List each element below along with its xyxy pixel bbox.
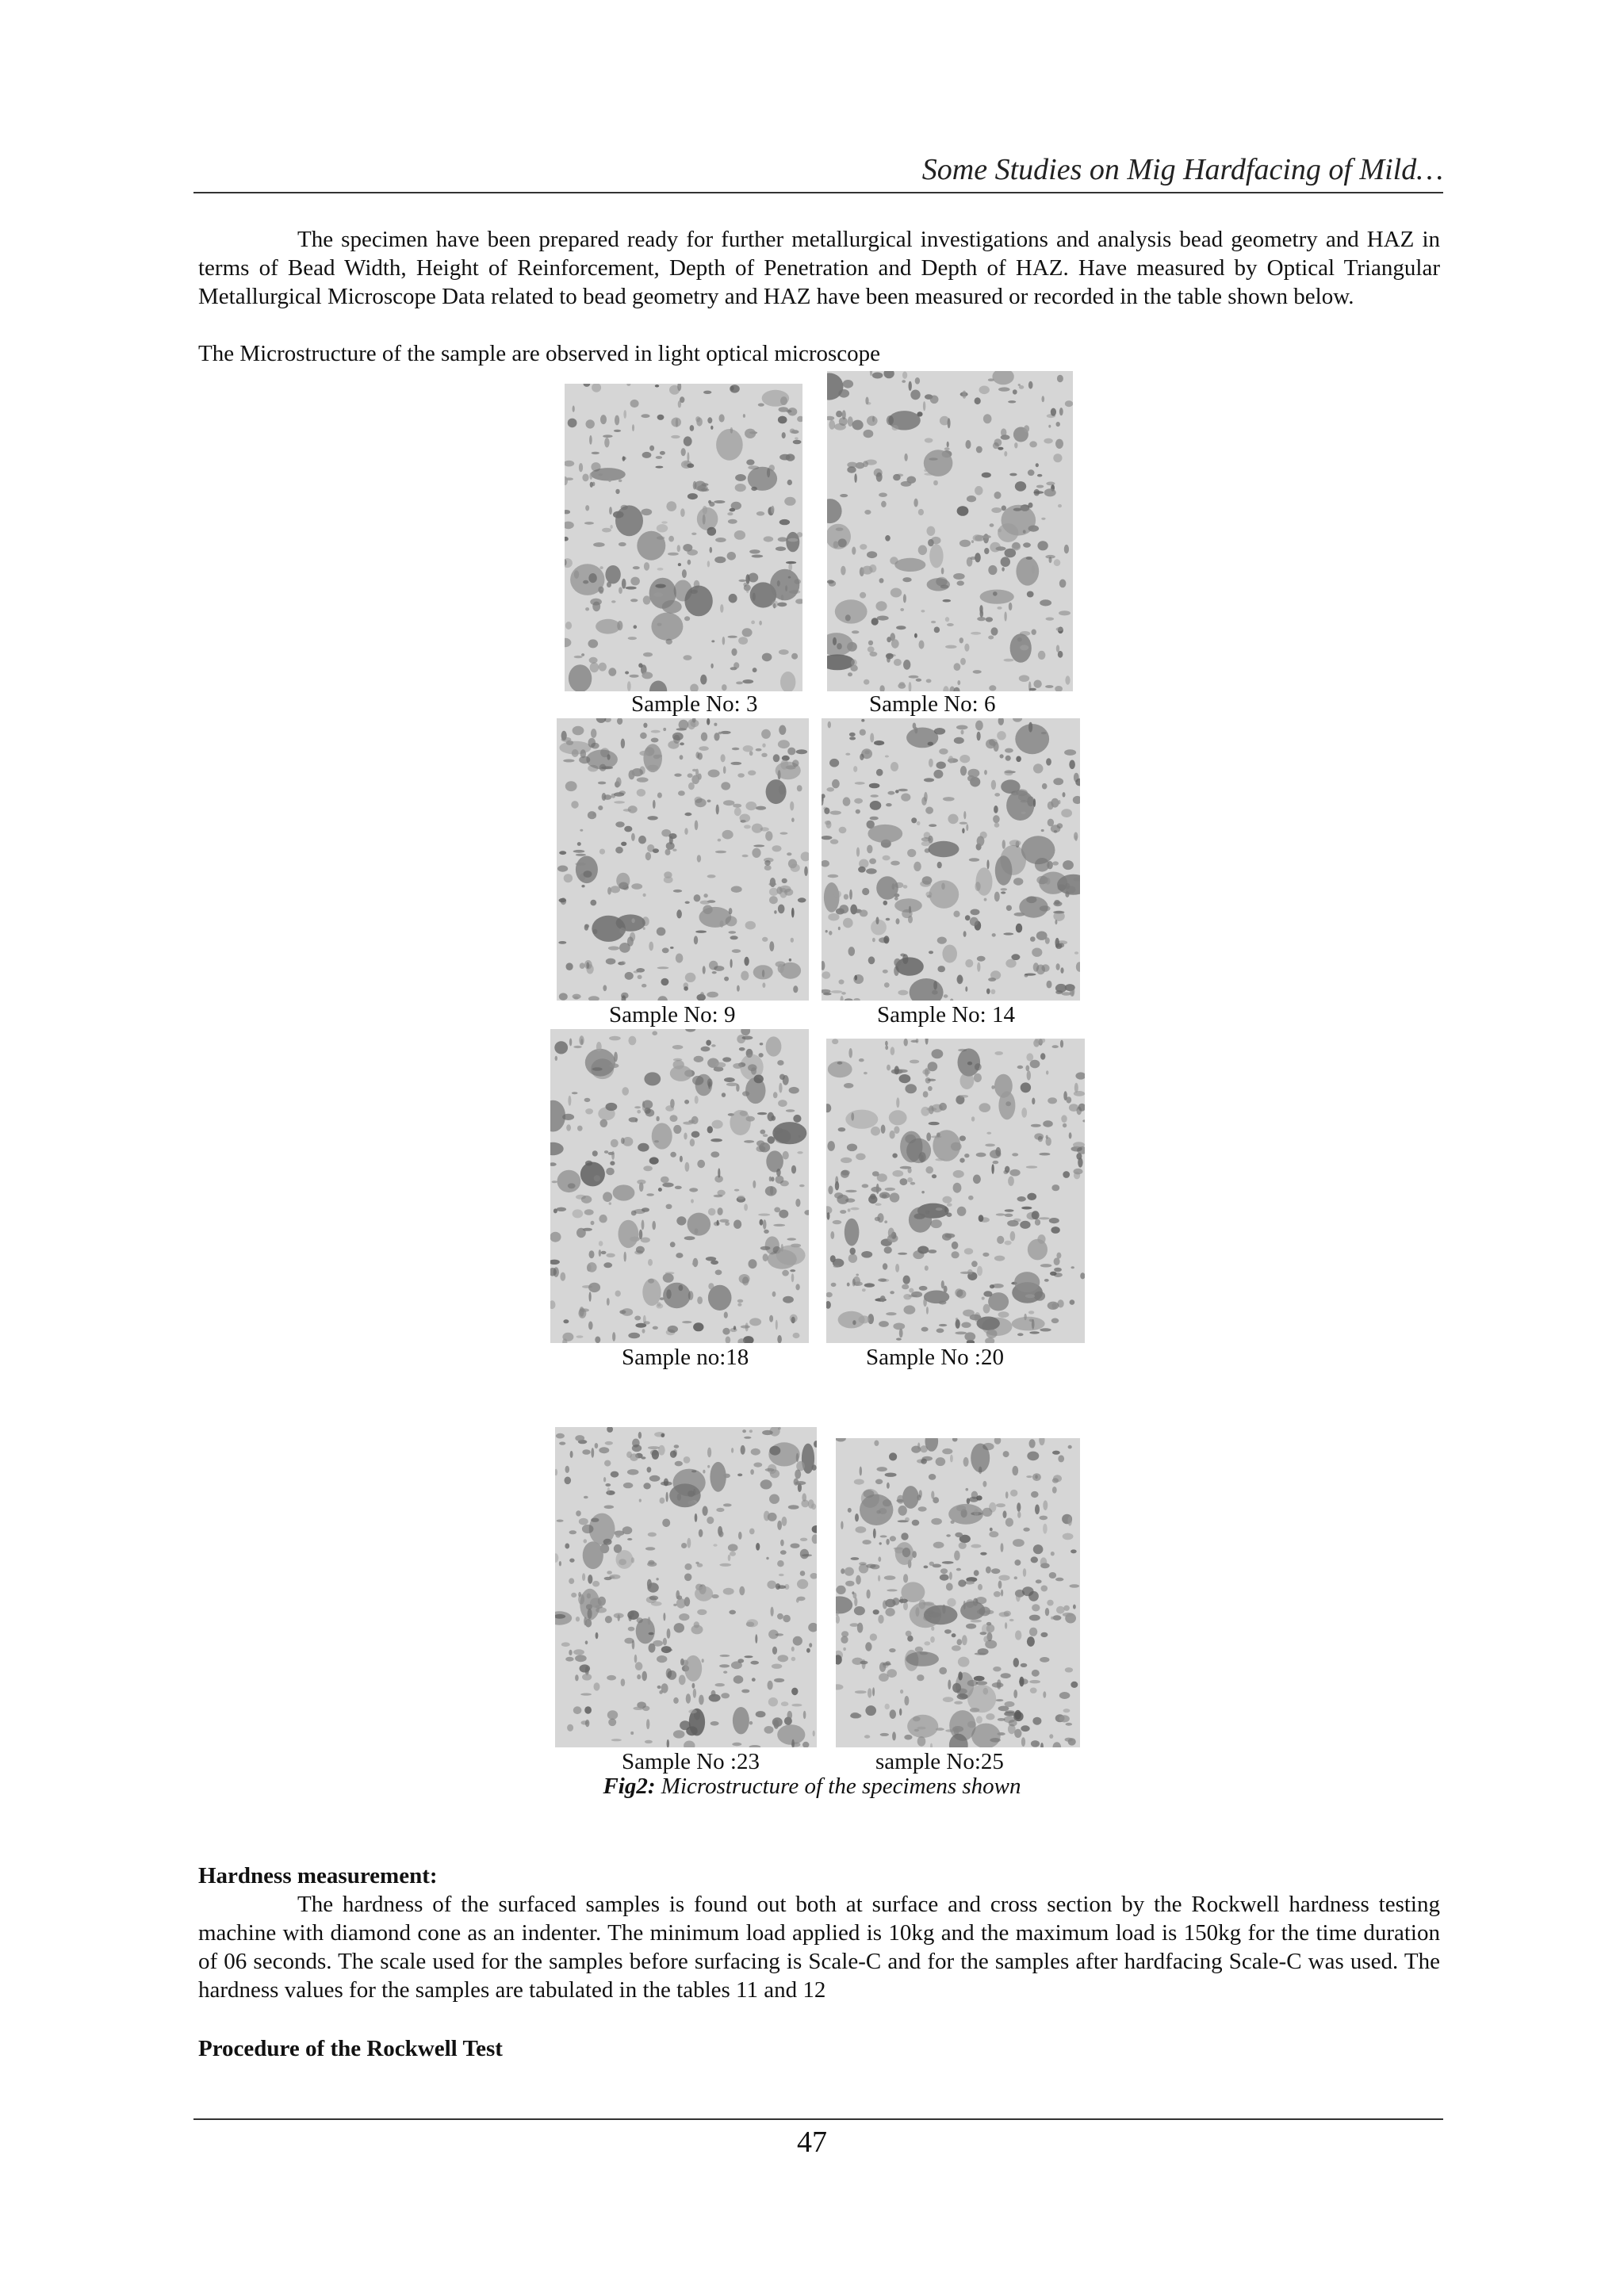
procedure-heading: Procedure of the Rockwell Test: [198, 2036, 503, 2061]
caption-sample-18: Sample no:18: [622, 1345, 749, 1370]
caption-sample-14: Sample No: 14: [877, 1002, 1015, 1027]
micrograph-texture: [827, 371, 1073, 691]
intro-paragraph-text: The specimen have been prepared ready for further metallurgical investigations and analysis bead geometry and HAZ in terms of Bead Width, Height of Reinforcement, Depth of Penetration and Depth of HAZ. Have measured by Optical Triangular Metallurgical Microscope Data related to bead geometry and HAZ have been measured or recorded in the table shown below.: [198, 227, 1440, 309]
caption-sample-25: sample No:25: [875, 1749, 1004, 1774]
caption-sample-23: Sample No :23: [622, 1749, 760, 1774]
figure-caption: [0, 1774, 1624, 1800]
header-rule: [193, 192, 1443, 193]
footer-rule: [193, 2118, 1443, 2120]
hardness-heading: Hardness measurement:: [198, 1863, 438, 1888]
page-number: 47: [797, 2126, 827, 2159]
micrograph-texture: [557, 718, 809, 1001]
hardness-paragraph-text: The hardness of the surfaced samples is found out both at surface and cross section by the Rockwell hardness testing machine with diamond cone as an indenter. The minimum load applied is 10kg and the maximum load is 150kg for the time duration of 06 seconds. The scale used for the samples before surfacing is Scale-C and for the samples after hardfacing Scale-C was used. The hardness values for the samples are tabulated in the tables 11 and 12: [198, 1892, 1440, 2003]
micrograph-sample-25: [836, 1438, 1080, 1747]
running-header: Some Studies on Mig Hardfacing of Mild…: [921, 153, 1443, 186]
caption-sample-20: Sample No :20: [866, 1345, 1004, 1370]
micrograph-texture: [550, 1029, 809, 1343]
micrograph-texture: [822, 718, 1080, 1001]
micrograph-texture: [555, 1427, 817, 1747]
caption-sample-3: Sample No: 3: [631, 691, 758, 717]
micrograph-sample-14: [822, 718, 1080, 1001]
micrograph-sample-3: [565, 384, 802, 691]
micrograph-texture: [826, 1039, 1085, 1343]
figure-caption-text: Microstructure of the specimens shown: [655, 1774, 1021, 1799]
micrograph-sample-20: [826, 1039, 1085, 1343]
intro-line: The Microstructure of the sample are observed in light optical microscope: [198, 341, 881, 366]
micrograph-sample-18: [550, 1029, 809, 1343]
hardness-paragraph: [198, 1890, 1440, 2004]
micrograph-texture: [565, 384, 802, 691]
caption-sample-6: Sample No: 6: [869, 691, 996, 717]
intro-paragraph: [198, 225, 1440, 311]
micrograph-sample-6: [827, 371, 1073, 691]
micrograph-texture: [836, 1438, 1080, 1747]
micrograph-sample-23: [555, 1427, 817, 1747]
figure-caption-label: Fig2:: [603, 1774, 656, 1799]
micrograph-sample-9: [557, 718, 809, 1001]
caption-sample-9: Sample No: 9: [609, 1002, 736, 1027]
